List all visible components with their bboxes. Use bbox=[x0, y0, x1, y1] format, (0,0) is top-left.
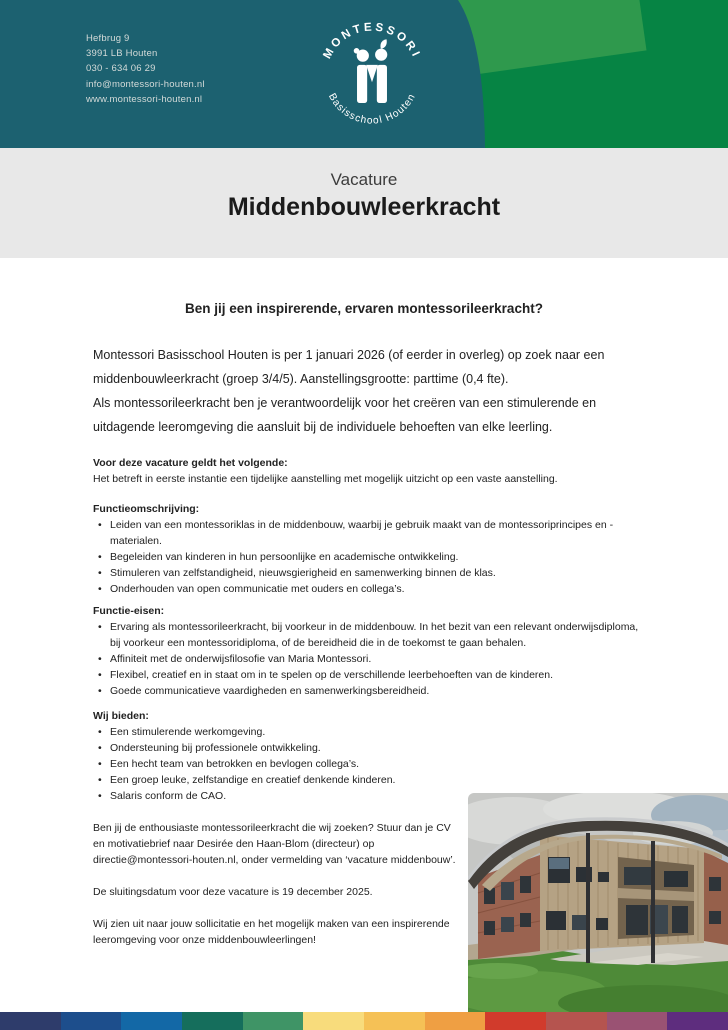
footer-color-segment bbox=[0, 1012, 61, 1030]
school-building-photo bbox=[468, 793, 728, 1012]
intro-heading: Ben jij een inspirerende, ervaren montessorileerkracht? bbox=[185, 301, 543, 316]
footer-color-segment bbox=[425, 1012, 486, 1030]
footer-color-segment bbox=[485, 1012, 546, 1030]
closing-outro: Wij zien uit naar jouw sollicitatie en het mogelijk maken van een inspirerende leeromgeving voor onze middenbouwleerlingen! bbox=[93, 918, 450, 946]
section-wij-bieden bbox=[93, 708, 641, 804]
list-item: • Flexibel, creatief en in staat om in te spelen op de verschillende leerbehoeften van de kinderen. bbox=[93, 667, 641, 683]
contact-phone: 030 - 634 06 29 bbox=[86, 63, 156, 75]
footer-color-segment bbox=[607, 1012, 668, 1030]
bullet-list bbox=[93, 619, 641, 699]
contact-address-line2: 3991 LB Houten bbox=[86, 48, 158, 60]
list-item: • Een hecht team van betrokken en bevlogen collega’s. bbox=[93, 756, 641, 772]
list-item: • Affiniteit met de onderwijsfilosofie van Maria Montessori. bbox=[93, 651, 641, 667]
closing-apply-paragraph: Ben jij de enthousiaste montessorileerkracht die wij zoeken? Stuur dan je CV en motivatiebrief naar Desirée den Haan-Blom (directeur) op directie@montessori-houten.nl, onder vermelding van ‘vacature middenbouw’. bbox=[93, 822, 456, 866]
list-item: • Een stimulerende werkomgeving. bbox=[93, 724, 641, 740]
list-item: • Leiden van een montessoriklas in de middenbouw, waarbij je gebruik maakt van de montessoriprincipes en -materialen. bbox=[93, 517, 641, 549]
bullet-list bbox=[93, 517, 641, 597]
footer-rainbow-strip bbox=[0, 1012, 728, 1030]
page-title: Middenbouwleerkracht bbox=[227, 193, 501, 221]
intro-paragraph bbox=[93, 343, 641, 439]
logo-m-mark bbox=[354, 39, 388, 103]
school-logo bbox=[314, 14, 430, 134]
banner-kicker: Vacature bbox=[330, 170, 398, 189]
list-item: • Onderhouden van open communicatie met ouders en collega’s. bbox=[93, 581, 641, 597]
section-functieomschrijving bbox=[93, 501, 641, 597]
footer-color-segment bbox=[121, 1012, 182, 1030]
contact-email: info@montessori-houten.nl bbox=[86, 78, 205, 90]
section-title: Wij bieden: bbox=[93, 710, 149, 722]
footer-color-segment bbox=[667, 1012, 728, 1030]
section-title: Voor deze vacature geldt het volgende: bbox=[93, 457, 288, 469]
logo-arc-text-top: MONTESSORI bbox=[320, 20, 424, 61]
contact-block bbox=[86, 31, 205, 107]
footer-color-segment bbox=[243, 1012, 304, 1030]
title-banner bbox=[0, 148, 728, 258]
footer-color-segment bbox=[61, 1012, 122, 1030]
section-title: Functie-eisen: bbox=[93, 605, 165, 617]
section-text: Het betreft in eerste instantie een tijdelijke aanstelling met mogelijk uitzicht op een vaste aanstelling. bbox=[93, 473, 558, 485]
closing-deadline: De sluitingsdatum voor deze vacature is 19 december 2025. bbox=[93, 886, 373, 898]
section-vacature-geldt bbox=[93, 455, 641, 487]
footer-color-segment bbox=[303, 1012, 364, 1030]
section-title: Functieomschrijving: bbox=[93, 503, 200, 515]
contact-website: www.montessori-houten.nl bbox=[86, 93, 203, 105]
list-item: • Stimuleren van zelfstandigheid, nieuwsgierigheid en samenwerking binnen de klas. bbox=[93, 565, 641, 581]
intro-line-group-1: Montessori Basisschool Houten is per 1 januari 2026 (of eerder in overleg) op zoek naar een middenbouwleerkracht (groep 3/4/5). Aanstellingsgrootte: parttime (0,4 fte). bbox=[93, 348, 605, 386]
list-item: • Goede communicatieve vaardigheden en samenwerkingsbereidheid. bbox=[93, 683, 641, 699]
section-functie-eisen bbox=[93, 603, 641, 699]
list-item: • Begeleiden van kinderen in hun persoonlijke en academische ontwikkeling. bbox=[93, 549, 641, 565]
logo-arc-text-bottom: Basisschool Houten bbox=[325, 91, 419, 127]
header bbox=[0, 0, 728, 148]
intro-line-group-2: Als montessorileerkracht ben je verantwoordelijk voor het creëren van een stimulerende en uitdagende leeromgeving die aansluit bij de individuele behoeften van elke leerling. bbox=[93, 396, 597, 434]
footer-color-segment bbox=[182, 1012, 243, 1030]
list-item: • Een groep leuke, zelfstandige en creatief denkende kinderen. bbox=[93, 772, 641, 788]
closing-block bbox=[93, 820, 465, 964]
school-building-illustration bbox=[468, 793, 728, 1012]
footer-color-segment bbox=[546, 1012, 607, 1030]
list-item: • Salaris conform de CAO. bbox=[93, 788, 641, 804]
list-item: • Ondersteuning bij professionele ontwikkeling. bbox=[93, 740, 641, 756]
contact-address-line1: Hefbrug 9 bbox=[86, 33, 130, 44]
footer-color-segment bbox=[364, 1012, 425, 1030]
list-item: • Ervaring als montessorileerkracht, bij voorkeur in de middenbouw. In het bezit van een relevant onderwijsdiploma, bij voorkeur een montessoridiploma, of de bereidheid die in de toekomst te gaan behalen. bbox=[93, 619, 641, 651]
bullet-list bbox=[93, 724, 641, 804]
